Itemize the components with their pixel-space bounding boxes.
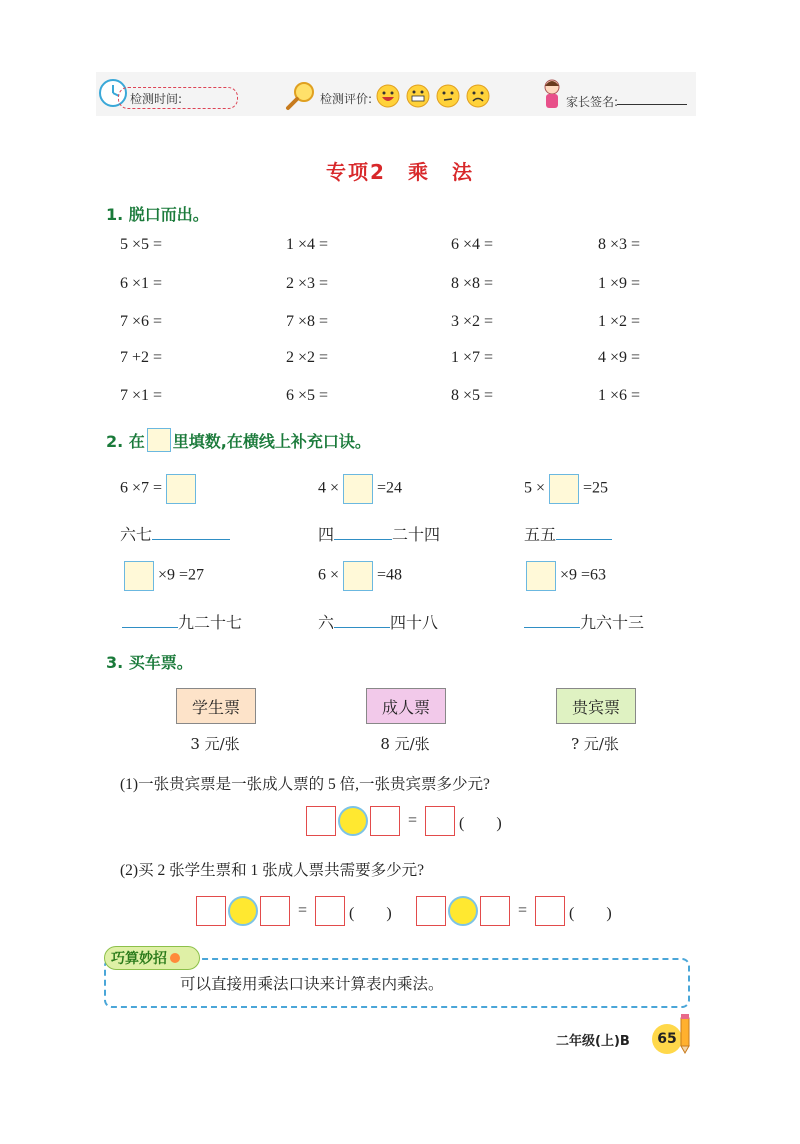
q2-eq1c	[524, 474, 608, 504]
q2-rhyme2b	[318, 610, 438, 633]
ticket-price: 8 元/张	[380, 735, 430, 753]
clock-icon	[170, 953, 180, 963]
eq-text: 6 ×	[318, 566, 340, 584]
number-box[interactable]	[370, 806, 400, 836]
equals-sign: =	[408, 812, 418, 829]
ticket-label: 学生票	[191, 697, 240, 717]
unit-paren[interactable]: ( )	[459, 814, 502, 832]
ticket-adult	[366, 688, 446, 724]
q1-problem: 6 ×1 =	[120, 275, 163, 292]
q1-problem: 1 ×6 =	[598, 387, 641, 404]
q1-problem: 7 +2 =	[120, 349, 163, 366]
q2-heading-pre: 2. 在	[106, 431, 145, 451]
q1-problem: 8 ×3 =	[598, 236, 641, 253]
magnifier-icon	[284, 80, 316, 112]
rhyme-blank[interactable]	[524, 627, 580, 628]
q1-problem: 6 ×4 =	[451, 236, 494, 253]
rhyme-text: 四十八	[390, 615, 439, 632]
sign-label: 家长签名:	[566, 95, 619, 109]
grin-face-icon[interactable]	[406, 84, 430, 108]
q2-eq2c	[526, 561, 606, 591]
number-box[interactable]	[196, 896, 226, 926]
eq-text: 4 ×	[318, 479, 340, 497]
sign-field[interactable]	[617, 104, 687, 105]
answer-box[interactable]	[343, 474, 373, 504]
q1-problem: 3 ×2 =	[451, 313, 494, 330]
ticket-vip	[556, 688, 636, 724]
q1-problem: 8 ×5 =	[451, 387, 494, 404]
rhyme-blank[interactable]	[122, 627, 178, 628]
tip-text: 可以直接用乘法口诀来计算表内乘法。	[180, 976, 444, 993]
worried-face-icon[interactable]	[436, 84, 460, 108]
q3-sub2: (2)买 2 张学生票和 1 张成人票共需要多少元?	[120, 862, 424, 879]
q2-eq1b	[318, 474, 402, 504]
sad-face-icon[interactable]	[466, 84, 490, 108]
eq-text: ×9 =63	[560, 566, 607, 584]
operator-circle[interactable]	[228, 896, 258, 926]
rhyme-blank[interactable]	[334, 539, 392, 540]
rhyme-text: 九六十三	[580, 615, 645, 632]
rhyme-text: 九二十七	[178, 615, 243, 632]
equals-sign: =	[298, 902, 308, 919]
q1-problem: 1 ×2 =	[598, 313, 641, 330]
rhyme-blank[interactable]	[556, 539, 612, 540]
eval-label: 检测评价:	[320, 92, 373, 106]
rhyme-text: 四	[318, 527, 335, 544]
unit-paren[interactable]: ( )	[349, 904, 392, 922]
result-box[interactable]	[425, 806, 455, 836]
unit-paren[interactable]: ( )	[569, 904, 612, 922]
eq-text: =24	[377, 479, 403, 497]
q3-sub2-equation-1	[196, 896, 392, 926]
q1-problem: 5 ×5 =	[120, 236, 163, 253]
page-number: 65	[652, 1024, 682, 1054]
rhyme-text: 二十四	[392, 527, 441, 544]
answer-box[interactable]	[526, 561, 556, 591]
eq-text: 6 ×7 =	[120, 479, 163, 497]
rhyme-text: 六	[318, 615, 335, 632]
time-label: 检测时间:	[130, 92, 183, 106]
q3-sub1-equation	[306, 806, 502, 836]
q2-heading	[106, 428, 371, 452]
q1-problem: 7 ×8 =	[286, 313, 329, 330]
heading-box-sample	[147, 428, 171, 452]
ticket-price: 3 元/张	[190, 735, 240, 753]
result-box[interactable]	[315, 896, 345, 926]
q3-sub1: (1)一张贵宾票是一张成人票的 5 倍,一张贵宾票多少元?	[120, 776, 490, 793]
q1-problem: 1 ×7 =	[451, 349, 494, 366]
answer-box[interactable]	[549, 474, 579, 504]
q2-rhyme2c	[524, 610, 644, 633]
q1-problem: 2 ×2 =	[286, 349, 329, 366]
ticket-price: ? 元/张	[571, 735, 619, 753]
q1-problem: 1 ×4 =	[286, 236, 329, 253]
ticket-label: 贵宾票	[571, 697, 620, 717]
result-box[interactable]	[535, 896, 565, 926]
answer-box[interactable]	[124, 561, 154, 591]
operator-circle[interactable]	[448, 896, 478, 926]
eq-text: 5 ×	[524, 479, 546, 497]
eq-text: =25	[583, 479, 609, 497]
q1-problem: 2 ×3 =	[286, 275, 329, 292]
q3-sub2-equation-2	[416, 896, 612, 926]
q2-rhyme1b	[318, 522, 440, 545]
ticket-student	[176, 688, 256, 724]
rhyme-blank[interactable]	[334, 627, 390, 628]
tip-tag	[104, 946, 200, 970]
eq-text: =48	[377, 566, 403, 584]
q2-eq2a	[124, 561, 204, 591]
pencil-icon	[676, 1012, 694, 1054]
q1-problem: 4 ×9 =	[598, 349, 641, 366]
q1-problem: 1 ×9 =	[598, 275, 641, 292]
q1-problem: 6 ×5 =	[286, 387, 329, 404]
grade-label: 二年级(上)B	[556, 1034, 630, 1049]
rating-faces	[376, 84, 490, 108]
tip-tag-label: 巧算妙招	[111, 951, 167, 967]
eq-text: ×9 =27	[158, 566, 205, 584]
q1-problem: 8 ×8 =	[451, 275, 494, 292]
rhyme-blank[interactable]	[152, 539, 230, 540]
q2-rhyme1a	[120, 522, 230, 545]
answer-box[interactable]	[166, 474, 196, 504]
number-box[interactable]	[260, 896, 290, 926]
number-box[interactable]	[306, 806, 336, 836]
q2-eq2b	[318, 561, 402, 591]
laugh-face-icon[interactable]	[376, 84, 400, 108]
equals-sign: =	[518, 902, 528, 919]
page-title: 专项2 乘 法	[326, 160, 474, 184]
q2-eq1a	[120, 474, 196, 504]
q2-heading-post: 里填数,在横线上补充口诀。	[172, 431, 371, 451]
answer-box[interactable]	[343, 561, 373, 591]
q1-heading: 1. 脱口而出。	[106, 205, 209, 224]
q1-problem: 7 ×6 =	[120, 313, 163, 330]
q2-rhyme2a	[122, 610, 242, 633]
ticket-label: 成人票	[381, 697, 430, 717]
number-box[interactable]	[416, 896, 446, 926]
q3-heading: 3. 买车票。	[106, 653, 193, 672]
rhyme-text: 五五	[524, 527, 557, 544]
parent-figure-icon	[540, 78, 564, 110]
number-box[interactable]	[480, 896, 510, 926]
operator-circle[interactable]	[338, 806, 368, 836]
q2-rhyme1c	[524, 522, 612, 545]
rhyme-text: 六七	[120, 527, 153, 544]
q1-problem: 7 ×1 =	[120, 387, 163, 404]
